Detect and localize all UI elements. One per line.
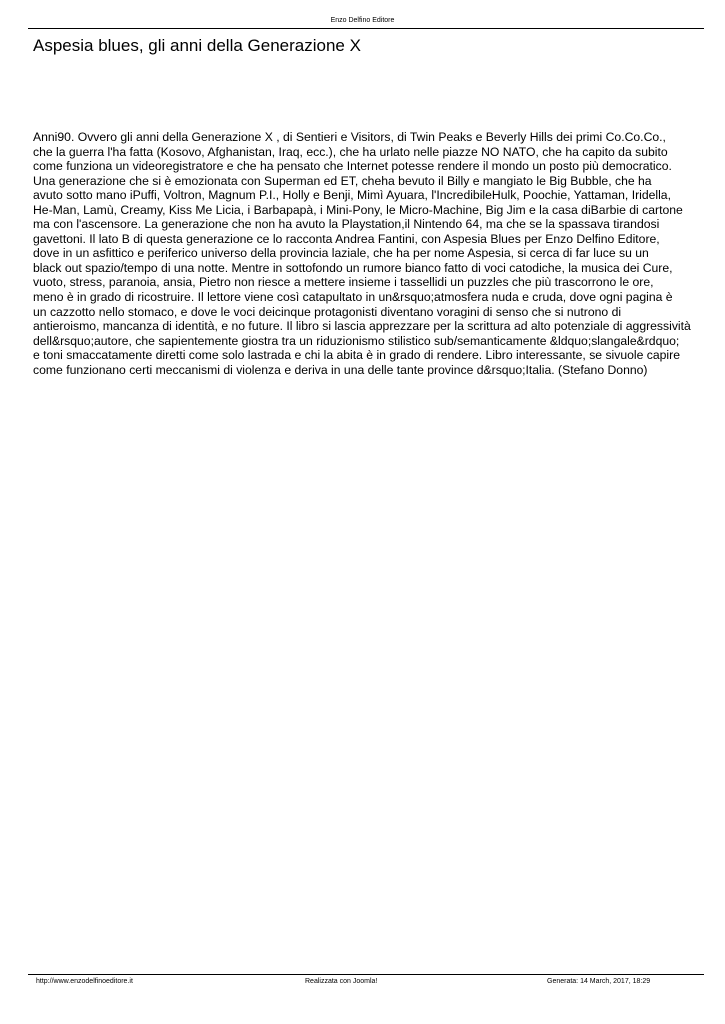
article-line: come funziona un videoregistratore e che ha pensato che Internet potesse rendere il mondo un posto più democratico. [33,159,672,174]
footer-divider [28,974,704,975]
footer-made-with: Realizzata con Joomla! [305,978,378,985]
article-line: Una generazione che si è emozionata con Superman ed ET, cheha bevuto il Billy e mangiato le Big Bubble, che ha [33,173,652,188]
article-line: che la guerra l'ha fatta (Kosovo, Afghanistan, Iraq, ecc.), che ha urlato nelle piazze NO NATO, che ha capito da subito [33,144,668,159]
header-divider [28,28,704,29]
article-line: come funzionano certi meccanismi di violenza e deriva in una delle tante province d&rsquo;Italia. (Stefano Donno) [33,362,648,377]
article-line: meno è in grado di ricostruire. Il lettore viene così catapultato in un&rsquo;atmosfera nuda e cruda, dove ogni pagina è [33,290,673,305]
article-line: gavettoni. Il lato B di questa generazione ce lo racconta Andrea Fantini, con Aspesia Blues per Enzo Delfino Editore, [33,231,660,246]
article-line: Anni90. Ovvero gli anni della Generazione X , di Sentieri e Visitors, di Twin Peaks e Beverly Hills dei primi Co.Co.Co., [33,130,666,144]
footer-generated: Generata: 14 March, 2017, 18:29 [547,978,651,985]
article-line: e toni smaccatamente diretti come solo lastrada e chi la abita è in grado di rendere. Libro interessante, se sivuole capire [33,348,680,363]
article-line: He-Man, Lamù, Creamy, Kiss Me Licia, i Barbapapà, i Mini-Pony, le Micro-Machine, Big Jim e la casa diBarbie di cartone [33,202,683,217]
page-title: Aspesia blues, gli anni della Generazione X [33,36,361,55]
article-line: black out spazio/tempo di una notte. Mentre in sottofondo un rumore bianco fatto di voci catodiche, la musica dei Cure, [33,260,673,275]
footer-url[interactable]: http://www.enzodelfinoeditore.it [36,978,133,985]
article-line: dove in un asfittico e periferico universo della provincia laziale, che ha per nome Aspesia, si cerca di far luce su un [33,246,649,261]
article-line: dell&rsquo;autore, che sapientemente giostra tra un riduzionismo stilistico sub/semanticamente &ldquo;slangale&rdquo; [33,333,680,348]
article-line: vuoto, stress, paranoia, ansia, Pietro non riesce a mettere insieme i tassellidi un puzzles che più trascorrono le ore, [33,275,654,290]
article-line: avuto sotto mano iPuffi, Voltron, Magnum P.I., Holly e Benji, Mimì Ayuara, l'IncredibileHulk, Poochie, Yattaman, Iridella, [33,188,671,203]
article-line: un cazzotto nello stomaco, e dove le voci deicinque protagonisti diventano voragini di senso che si nutrono di [33,304,622,319]
article-body [33,130,701,377]
header-publisher: Enzo Delfino Editore [330,17,395,24]
article-line: antieroismo, mancanza di identità, e no future. Il libro si lascia apprezzare per la scrittura ad alto potenziale di aggressività [33,319,691,334]
article-line: ma con l'ascensore. La generazione che non ha avuto la Playstation,il Nintendo 64, ma che se la spassava tirandosi [33,217,660,232]
